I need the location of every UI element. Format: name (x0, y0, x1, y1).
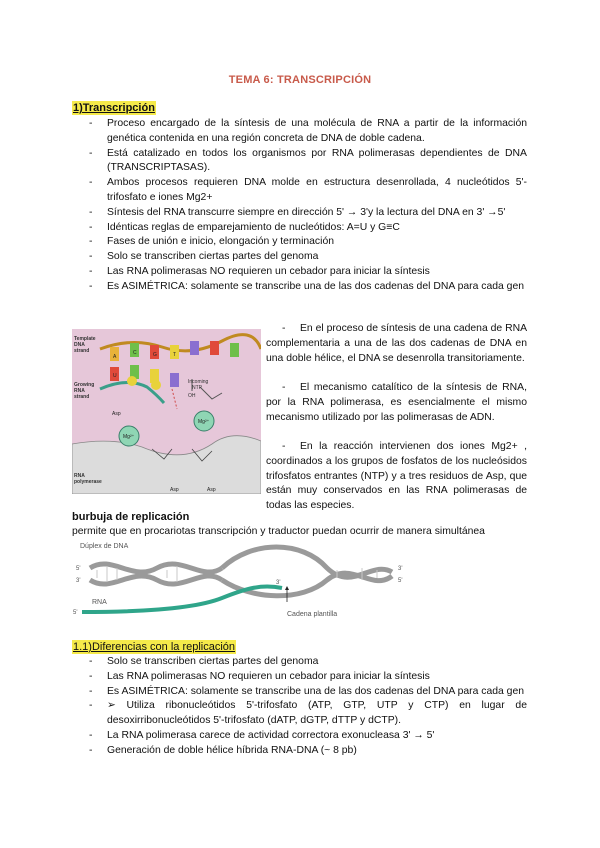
side-paragraph-text: En el proceso de síntesis de una cadena de RNA complementaria a una de las dos cadenas de DNA en una doble hélice, el DNA se desenrolla transitoriamente. (266, 323, 528, 364)
label-5-prime: 5' (398, 578, 403, 584)
label-strand: strand (74, 394, 90, 400)
side-paragraph: - En el proceso de síntesis de una cadena de RNA complementaria a una de las dos cadenas de DNA en una doble hélice, el DNA se desenrolla transitoriamente. (266, 323, 528, 364)
base-letter: U (113, 373, 117, 379)
side-paragraph: - En la reacción intervienen dos iones Mg2+ , coordinados a los grupos de fosfatos de los nucleósidos trifosfatos entrantes (NTP) y a tres residuos de Asp, que están muy conservados en las RNA polimerasas de todas las especies. (266, 441, 527, 512)
base-letter: C (133, 350, 137, 356)
label-asp: Asp (207, 487, 216, 493)
label-asp: Asp (112, 411, 121, 417)
rna-polymerase-mechanism-figure (72, 329, 261, 494)
list-item: - Está catalizado en todos los organismos por RNA polimerasas dependientes de DNA (TRANSCRIPTASAS). (89, 147, 527, 177)
bubble-description: permite que en procariotas transcripción y traductor puedan ocurrir de manera simultánea (72, 526, 485, 537)
label-strand: strand (74, 348, 90, 354)
label-dna-duplex: Dúplex de DNA (80, 543, 129, 550)
list-item: - Ambos procesos requieren DNA molde en estructura desenrollada, 4 nucleótidos 5'-trifosfato e iones Mg2+ (89, 176, 527, 206)
section1-bullet-list (89, 117, 527, 295)
label-rna-polymerase: polymerase (74, 479, 102, 485)
section2-bullet-list (89, 655, 527, 759)
list-item: - Las RNA polimerasas NO requieren un cebador para iniciar la síntesis (89, 670, 527, 685)
list-item: - Las RNA polimerasas NO requieren un cebador para iniciar la síntesis (89, 265, 527, 280)
label-3-prime: 3' (276, 580, 281, 586)
label-template-strand: Cadena plantilla (287, 611, 338, 618)
label-ntp: NTP (192, 385, 202, 391)
side-paragraph: - El mecanismo catalítico de la síntesis de RNA, por la RNA polimerasa, es esencialmente el mismo mecanismo utilizado por las polimerasas de ADN. (266, 382, 527, 423)
label-rna-polymerase: RNA (74, 473, 85, 479)
list-item: - Proceso encargado de la síntesis de una molécula de RNA a partir de la información genética contenida en una región concreta de DNA de doble cadena. (89, 117, 527, 147)
label-mg: Mg²⁺ (198, 419, 210, 425)
list-item: - ➢ Utiliza ribonucleótidos 5'-trifosfato (ATP, GTP, UTP y CTP) en lugar de desoxirribonucleótidos 5'-trifosfato (dATP, dGTP, dTTP y dCTP). (89, 699, 527, 729)
list-item: - Generación de doble hélice híbrida RNA-DNA (~ 8 pb) (89, 744, 527, 759)
label-5-prime: 5' (76, 566, 81, 572)
list-item: - La RNA polimerasa carece de actividad correctora exonucleasa 3' → 5' (89, 729, 527, 744)
label-incoming: Incoming (188, 379, 209, 385)
page-title: TEMA 6: TRANSCRIPCIÓN (228, 74, 372, 86)
label-oh: OH (188, 393, 196, 399)
bubble-heading: burbuja de replicación (72, 511, 190, 523)
list-item: - Es ASIMÉTRICA: solamente se transcribe una de las dos cadenas del DNA para cada gen (89, 280, 527, 295)
label-rna: RNA (74, 388, 85, 394)
nucleotide-bead (127, 376, 137, 386)
side-paragraph-text: En la reacción intervienen dos iones Mg2+ , coordinados a los grupos de fosfatos de los nucleósidos trifosfatos entrantes (NTP) y a tres residuos de Asp, que están muy conservados en las RNA polimerasas de todas las especies. (266, 441, 527, 512)
label-rna: RNA (92, 599, 107, 606)
list-item: - Solo se transcriben ciertas partes del genoma (89, 655, 527, 670)
label-template: Template (74, 336, 96, 342)
list-item: - Idénticas reglas de emparejamiento de nucleótidos: A=U y G≡C (89, 221, 527, 236)
list-item: - Fases de unión e inicio, elongación y terminación (89, 235, 527, 250)
base-letter: T (173, 352, 177, 358)
list-item: - Solo se transcriben ciertas partes del genoma (89, 250, 527, 265)
replication-bubble-figure (72, 540, 412, 632)
base-letter: G (153, 352, 157, 358)
section-heading-transcripcion: 1)Transcripción (73, 102, 155, 114)
label-dna: DNA (74, 342, 85, 348)
nucleotide-bead (151, 380, 161, 390)
label-asp: Asp (170, 487, 179, 493)
label-5-prime: 5' (73, 610, 78, 616)
base-letter: A (113, 354, 117, 360)
label-3-prime: 3' (398, 566, 403, 572)
label-growing: Growing (74, 382, 95, 388)
section-heading-diferencias: 1.1)Diferencias con la replicación (73, 641, 236, 653)
label-mg: Mg²⁺ (123, 434, 135, 440)
list-item: - Es ASIMÉTRICA: solamente se transcribe una de las dos cadenas del DNA para cada gen (89, 685, 527, 700)
side-paragraph-text: El mecanismo catalítico de la síntesis de RNA, por la RNA polimerasa, es esencialmente el mismo mecanismo utilizado por las polimerasas de ADN. (266, 382, 527, 423)
list-item: - Síntesis del RNA transcurre siempre en dirección 5' → 3'y la lectura del DNA en 3' →5' (89, 206, 527, 221)
label-3-prime: 3' (76, 578, 81, 584)
